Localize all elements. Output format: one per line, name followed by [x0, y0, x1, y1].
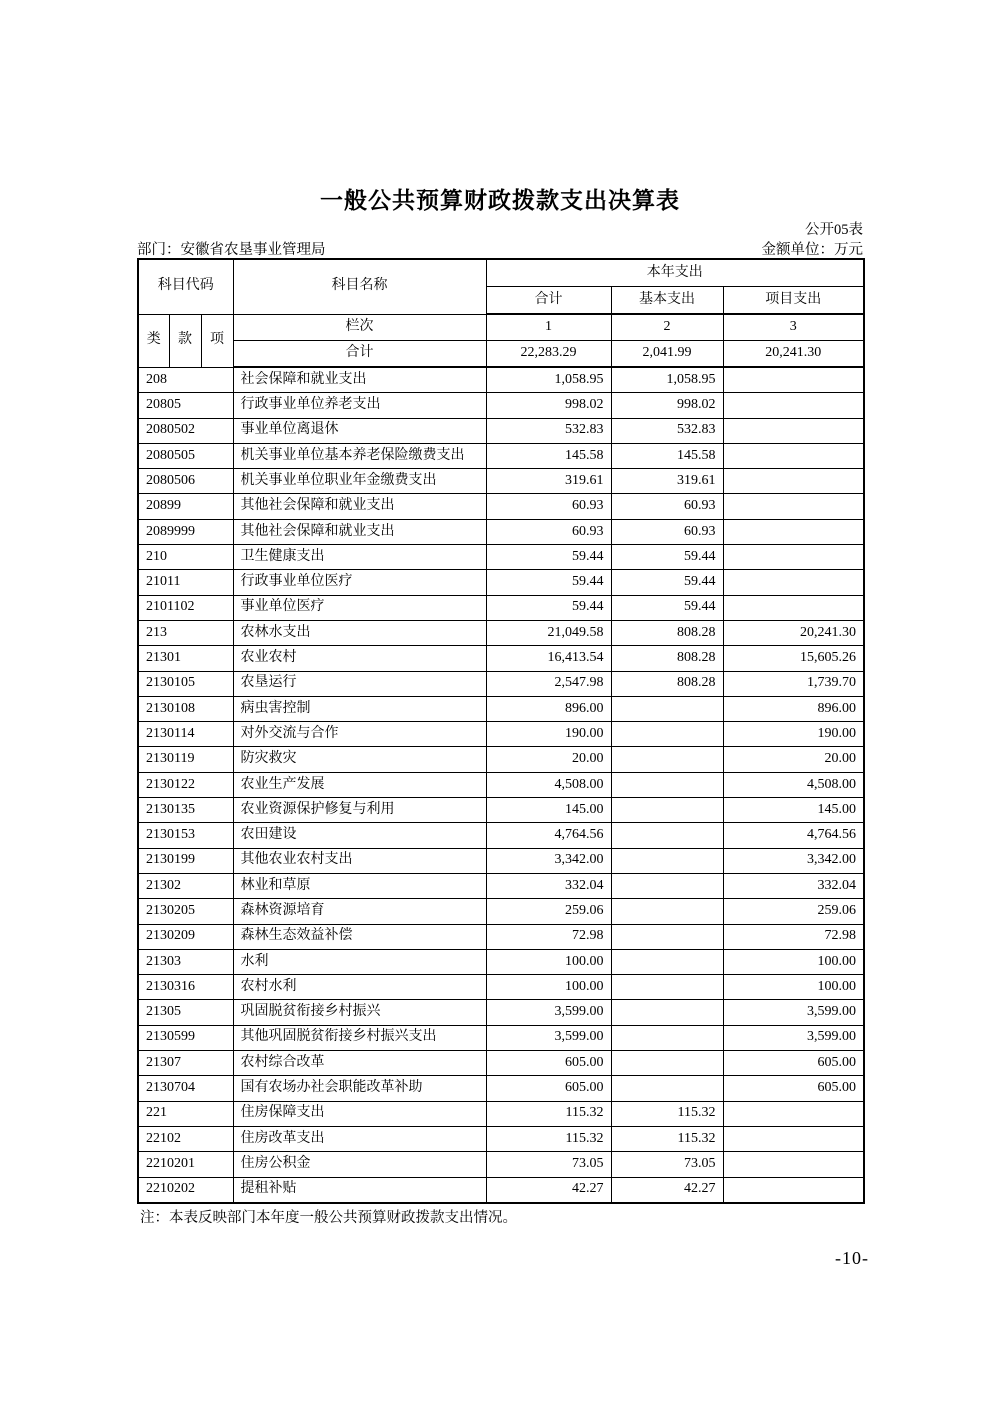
table-row [138, 899, 864, 924]
subject-code-cell: 2130153 [138, 823, 233, 848]
basic-value-cell: 59.44 [611, 545, 723, 570]
grand-total-basic: 2,041.99 [611, 341, 723, 368]
project-value-cell: 259.06 [723, 899, 864, 924]
total-value-cell: 60.93 [486, 494, 611, 519]
project-value-cell [723, 393, 864, 418]
subject-name-cell: 卫生健康支出 [233, 545, 486, 570]
subject-name-cell: 事业单位医疗 [233, 595, 486, 620]
subject-code-cell: 20899 [138, 494, 233, 519]
basic-value-cell [611, 873, 723, 898]
project-value-cell [723, 418, 864, 443]
subject-code-cell: 20805 [138, 393, 233, 418]
subject-code-cell: 2130119 [138, 747, 233, 772]
project-value-cell [723, 367, 864, 393]
basic-value-cell: 59.44 [611, 570, 723, 595]
total-value-cell: 145.00 [486, 798, 611, 823]
header-row-3 [138, 314, 864, 341]
budget-table [137, 258, 865, 1204]
total-value-cell: 115.32 [486, 1101, 611, 1126]
project-value-cell [723, 469, 864, 494]
table-row [138, 1101, 864, 1126]
total-value-cell: 42.27 [486, 1177, 611, 1203]
subject-name-cell: 农垦运行 [233, 671, 486, 696]
subject-code-cell: 221 [138, 1101, 233, 1126]
subject-code-cell: 21303 [138, 949, 233, 974]
table-row [138, 1000, 864, 1025]
subject-code-cell: 2130199 [138, 848, 233, 873]
project-value-cell [723, 494, 864, 519]
basic-value-cell: 145.58 [611, 443, 723, 468]
total-value-cell: 190.00 [486, 722, 611, 747]
total-value-cell: 100.00 [486, 949, 611, 974]
project-value-cell [723, 595, 864, 620]
project-value-cell: 72.98 [723, 924, 864, 949]
subject-name-cell: 社会保障和就业支出 [233, 367, 486, 393]
basic-value-cell [611, 924, 723, 949]
total-value-cell: 145.58 [486, 443, 611, 468]
subject-code-cell: 21302 [138, 873, 233, 898]
project-value-cell [723, 545, 864, 570]
project-value-cell: 15,605.26 [723, 646, 864, 671]
subject-code-cell: 2130209 [138, 924, 233, 949]
subject-name-cell: 森林资源培育 [233, 899, 486, 924]
subject-name-cell: 农业资源保护修复与利用 [233, 798, 486, 823]
total-value-cell: 259.06 [486, 899, 611, 924]
project-value-cell: 20.00 [723, 747, 864, 772]
total-value-cell: 532.83 [486, 418, 611, 443]
basic-value-cell: 59.44 [611, 595, 723, 620]
project-value-cell [723, 570, 864, 595]
basic-value-cell [611, 772, 723, 797]
subject-name-cell: 其他社会保障和就业支出 [233, 494, 486, 519]
subject-code-cell: 2080505 [138, 443, 233, 468]
total-value-cell: 896.00 [486, 696, 611, 721]
table-row [138, 1126, 864, 1151]
basic-value-cell: 808.28 [611, 620, 723, 645]
basic-value-cell: 73.05 [611, 1152, 723, 1177]
subject-name-cell: 农业农村 [233, 646, 486, 671]
subject-name-cell: 水利 [233, 949, 486, 974]
subject-code-cell: 2089999 [138, 519, 233, 544]
total-value-cell: 73.05 [486, 1152, 611, 1177]
subject-name-cell: 事业单位离退休 [233, 418, 486, 443]
subject-name-header: 科目名称 [233, 259, 486, 314]
basic-value-cell [611, 975, 723, 1000]
table-row [138, 823, 864, 848]
total-value-cell: 59.44 [486, 570, 611, 595]
table-row [138, 949, 864, 974]
total-value-cell: 3,342.00 [486, 848, 611, 873]
total-value-cell: 3,599.00 [486, 1025, 611, 1050]
subject-name-cell: 住房保障支出 [233, 1101, 486, 1126]
column-index-label: 栏次 [233, 314, 486, 341]
project-value-cell: 3,342.00 [723, 848, 864, 873]
subject-name-cell: 巩固脱贫衔接乡村振兴 [233, 1000, 486, 1025]
total-value-cell: 59.44 [486, 595, 611, 620]
table-row [138, 519, 864, 544]
subject-name-cell: 机关事业单位职业年金缴费支出 [233, 469, 486, 494]
table-row [138, 722, 864, 747]
project-value-cell: 3,599.00 [723, 1025, 864, 1050]
table-body [138, 367, 864, 1203]
total-value-cell: 1,058.95 [486, 367, 611, 393]
subject-code-cell: 2130105 [138, 671, 233, 696]
table-row [138, 873, 864, 898]
project-value-cell [723, 1126, 864, 1151]
project-value-cell: 4,508.00 [723, 772, 864, 797]
subject-code-cell: 21301 [138, 646, 233, 671]
basic-value-cell [611, 1000, 723, 1025]
project-value-cell: 605.00 [723, 1076, 864, 1101]
table-note: 注：本表反映部门本年度一般公共预算财政拨款支出情况。 [140, 1210, 517, 1226]
subject-code-cell: 2130122 [138, 772, 233, 797]
page-title: 一般公共预算财政拨款支出决算表 [320, 187, 680, 213]
subject-code-cell: 2210202 [138, 1177, 233, 1203]
total-value-cell: 4,508.00 [486, 772, 611, 797]
total-value-cell: 20.00 [486, 747, 611, 772]
subject-code-cell: 213 [138, 620, 233, 645]
total-value-cell: 2,547.98 [486, 671, 611, 696]
table-row [138, 848, 864, 873]
subject-code-cell: 21307 [138, 1051, 233, 1076]
total-value-cell: 16,413.54 [486, 646, 611, 671]
table-row [138, 620, 864, 645]
subject-code-cell: 208 [138, 367, 233, 393]
project-value-cell: 145.00 [723, 798, 864, 823]
basic-value-cell: 808.28 [611, 671, 723, 696]
subject-code-cell: 2101102 [138, 595, 233, 620]
total-value-cell: 332.04 [486, 873, 611, 898]
table-row [138, 772, 864, 797]
project-expenditure-column-header: 项目支出 [723, 287, 864, 315]
subject-code-header: 科目代码 [138, 259, 233, 314]
department-label: 部门：安徽省农垦事业管理局 [137, 242, 326, 258]
column-index-1: 1 [486, 314, 611, 341]
project-value-cell: 3,599.00 [723, 1000, 864, 1025]
basic-expenditure-column-header: 基本支出 [611, 287, 723, 315]
subject-name-cell: 住房改革支出 [233, 1126, 486, 1151]
subject-name-cell: 农村水利 [233, 975, 486, 1000]
header-row-1 [138, 259, 864, 287]
basic-value-cell [611, 848, 723, 873]
unit-label: 金额单位：万元 [761, 242, 863, 258]
subject-code-cell: 2130135 [138, 798, 233, 823]
basic-value-cell: 42.27 [611, 1177, 723, 1203]
subject-name-cell: 病虫害控制 [233, 696, 486, 721]
subject-name-cell: 机关事业单位基本养老保险缴费支出 [233, 443, 486, 468]
total-value-cell: 100.00 [486, 975, 611, 1000]
subject-name-cell: 行政事业单位医疗 [233, 570, 486, 595]
project-value-cell [723, 1177, 864, 1203]
project-value-cell: 190.00 [723, 722, 864, 747]
total-value-cell: 4,764.56 [486, 823, 611, 848]
basic-value-cell [611, 722, 723, 747]
project-value-cell: 20,241.30 [723, 620, 864, 645]
project-value-cell: 1,739.70 [723, 671, 864, 696]
table-row [138, 1025, 864, 1050]
table-row [138, 1076, 864, 1101]
basic-value-cell [611, 949, 723, 974]
project-value-cell [723, 443, 864, 468]
subject-code-cell: 2130316 [138, 975, 233, 1000]
project-value-cell [723, 1152, 864, 1177]
basic-value-cell: 808.28 [611, 646, 723, 671]
basic-value-cell: 998.02 [611, 393, 723, 418]
subject-name-cell: 林业和草原 [233, 873, 486, 898]
table-row [138, 975, 864, 1000]
subject-name-cell: 防灾救灾 [233, 747, 486, 772]
project-value-cell: 4,764.56 [723, 823, 864, 848]
total-value-cell: 21,049.58 [486, 620, 611, 645]
total-value-cell: 59.44 [486, 545, 611, 570]
table-row [138, 747, 864, 772]
table-row [138, 393, 864, 418]
table-row [138, 1177, 864, 1203]
subject-name-cell: 住房公积金 [233, 1152, 486, 1177]
column-index-3: 3 [723, 314, 864, 341]
budget-table-wrap [137, 258, 863, 1204]
subject-name-cell: 提租补贴 [233, 1177, 486, 1203]
subject-name-cell: 其他社会保障和就业支出 [233, 519, 486, 544]
subject-code-cell: 2210201 [138, 1152, 233, 1177]
subject-name-cell: 行政事业单位养老支出 [233, 393, 486, 418]
basic-value-cell [611, 1076, 723, 1101]
form-number: 公开05表 [805, 222, 863, 238]
basic-value-cell [611, 899, 723, 924]
total-value-cell: 605.00 [486, 1051, 611, 1076]
code-item-header: 项 [201, 314, 233, 367]
subject-name-cell: 农业生产发展 [233, 772, 486, 797]
table-row [138, 1051, 864, 1076]
table-row [138, 469, 864, 494]
basic-value-cell [611, 1051, 723, 1076]
total-value-cell: 319.61 [486, 469, 611, 494]
project-value-cell: 100.00 [723, 949, 864, 974]
total-value-cell: 605.00 [486, 1076, 611, 1101]
subject-code-cell: 2130205 [138, 899, 233, 924]
table-row [138, 798, 864, 823]
subject-code-cell: 2080502 [138, 418, 233, 443]
subject-name-cell: 农林水支出 [233, 620, 486, 645]
basic-value-cell: 60.93 [611, 494, 723, 519]
total-value-cell: 3,599.00 [486, 1000, 611, 1025]
total-value-cell: 72.98 [486, 924, 611, 949]
code-class-header: 类 [138, 314, 169, 367]
basic-value-cell: 319.61 [611, 469, 723, 494]
subject-code-cell: 21305 [138, 1000, 233, 1025]
basic-value-cell: 1,058.95 [611, 367, 723, 393]
table-row [138, 494, 864, 519]
subject-code-cell: 2130114 [138, 722, 233, 747]
subject-code-cell: 2130599 [138, 1025, 233, 1050]
meta-line [137, 238, 863, 259]
current-year-expenditure-header: 本年支出 [486, 259, 864, 287]
subject-name-cell: 国有农场办社会职能改革补助 [233, 1076, 486, 1101]
total-value-cell: 115.32 [486, 1126, 611, 1151]
basic-value-cell: 532.83 [611, 418, 723, 443]
column-index-2: 2 [611, 314, 723, 341]
code-section-header: 款 [169, 314, 201, 367]
table-row [138, 367, 864, 393]
project-value-cell [723, 519, 864, 544]
subject-name-cell: 农田建设 [233, 823, 486, 848]
table-row [138, 418, 864, 443]
subject-code-cell: 2130704 [138, 1076, 233, 1101]
table-row [138, 671, 864, 696]
table-row [138, 696, 864, 721]
table-row [138, 924, 864, 949]
subject-name-cell: 森林生态效益补偿 [233, 924, 486, 949]
page-number: -10- [835, 1248, 869, 1268]
grand-total-total: 22,283.29 [486, 341, 611, 368]
basic-value-cell [611, 747, 723, 772]
basic-value-cell: 60.93 [611, 519, 723, 544]
table-header [138, 259, 864, 367]
basic-value-cell: 115.32 [611, 1101, 723, 1126]
total-column-header: 合计 [486, 287, 611, 315]
grand-total-label: 合计 [233, 341, 486, 368]
subject-code-cell: 22102 [138, 1126, 233, 1151]
table-row [138, 1152, 864, 1177]
basic-value-cell [611, 798, 723, 823]
basic-value-cell [611, 823, 723, 848]
grand-total-row [138, 341, 864, 368]
subject-name-cell: 农村综合改革 [233, 1051, 486, 1076]
subject-name-cell: 其他巩固脱贫衔接乡村振兴支出 [233, 1025, 486, 1050]
table-row [138, 646, 864, 671]
basic-value-cell: 115.32 [611, 1126, 723, 1151]
project-value-cell: 605.00 [723, 1051, 864, 1076]
project-value-cell: 896.00 [723, 696, 864, 721]
table-row [138, 570, 864, 595]
total-value-cell: 60.93 [486, 519, 611, 544]
basic-value-cell [611, 1025, 723, 1050]
subject-code-cell: 21011 [138, 570, 233, 595]
subject-name-cell: 其他农业农村支出 [233, 848, 486, 873]
subject-code-cell: 2080506 [138, 469, 233, 494]
subject-name-cell: 对外交流与合作 [233, 722, 486, 747]
grand-total-project: 20,241.30 [723, 341, 864, 368]
subject-code-cell: 210 [138, 545, 233, 570]
project-value-cell [723, 1101, 864, 1126]
table-row [138, 595, 864, 620]
project-value-cell: 100.00 [723, 975, 864, 1000]
total-value-cell: 998.02 [486, 393, 611, 418]
basic-value-cell [611, 696, 723, 721]
table-row [138, 545, 864, 570]
table-row [138, 443, 864, 468]
project-value-cell: 332.04 [723, 873, 864, 898]
subject-code-cell: 2130108 [138, 696, 233, 721]
